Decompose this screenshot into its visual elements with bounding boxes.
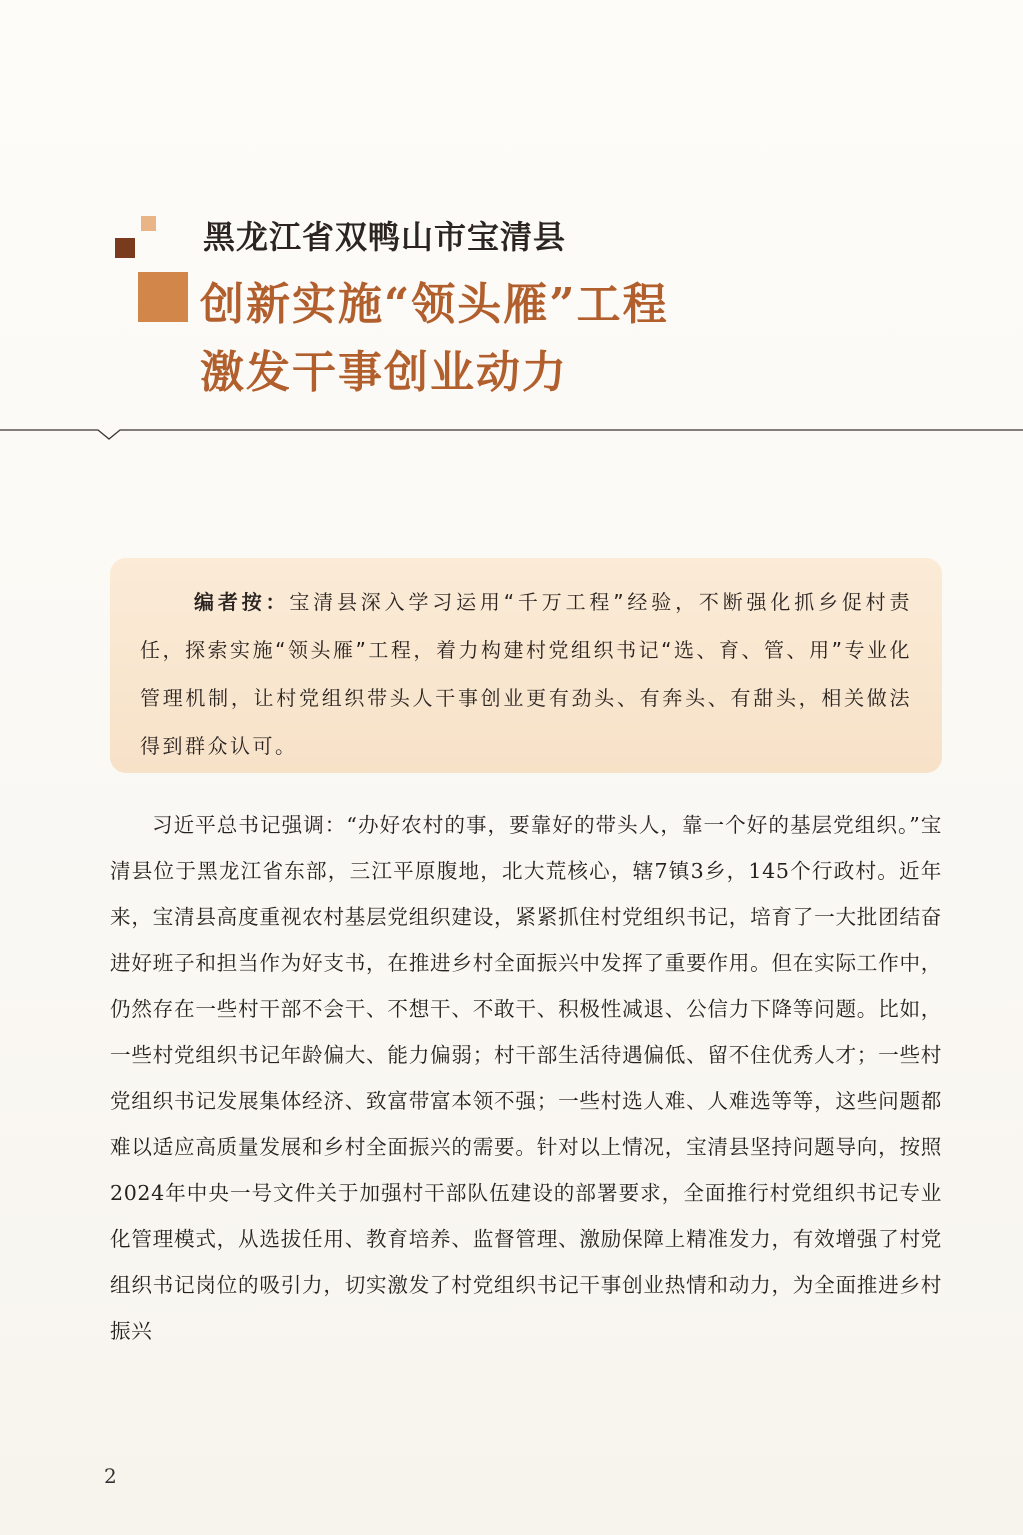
article-subtitle: 黑龙江省双鸭山市宝清县: [203, 218, 567, 256]
article-title-line-1: 创新实施“领头雁”工程: [200, 279, 669, 330]
decorative-square-large: [138, 272, 188, 322]
editor-note-box: [110, 558, 942, 773]
body-paragraph: 习近平总书记强调：“办好农村的事，要靠好的带头人，靠一个好的基层党组织。”宝清县位于黑龙江省东部，三江平原腹地，北大荒核心，辖7镇3乡，145个行政村。近年来，宝清县高度重视农村基层党组织建设，紧紧抓住村党组织书记，培育了一大批团结奋进好班子和担当作为好支书，在推进乡村全面振兴中发挥了重要作用。但在实际工作中，仍然存在一些村干部不会干、不想干、不敢干、积极性减退、公信力下降等问题。比如，一些村党组织书记年龄偏大、能力偏弱；村干部生活待遇偏低、留不住优秀人才；一些村党组织书记发展集体经济、致富带富本领不强；一些村选人难、人难选等等，这些问题都难以适应高质量发展和乡村全面振兴的需要。针对以上情况，宝清县坚持问题导向，按照2024年中央一号文件关于加强村干部队伍建设的部署要求，全面推行村党组织书记专业化管理模式，从选拔任用、教育培养、监督管理、激励保障上精准发力，有效增强了村党组织书记岗位的吸引力，切实激发了村党组织书记干事创业热情和动力，为全面推进乡村振兴: [110, 813, 942, 1343]
decorative-square-small-light: [141, 216, 156, 231]
article-title-line-2: 激发干事创业动力: [200, 347, 568, 398]
editor-note-label: 编者按：: [194, 590, 290, 614]
editor-note-body: 宝清县深入学习运用“千万工程”经验，不断强化抓乡促村责任，探索实施“领头雁”工程，着力构建村党组织书记“选、育、管、用”专业化管理机制，让村党组织带头人干事创业更有劲头、有奔头、有甜头，相关做法得到群众认可。: [140, 590, 912, 758]
editor-note-text: [140, 578, 912, 770]
decorative-square-small-dark: [115, 238, 135, 258]
page-number: 2: [104, 1464, 117, 1488]
header-divider: [0, 418, 1023, 448]
